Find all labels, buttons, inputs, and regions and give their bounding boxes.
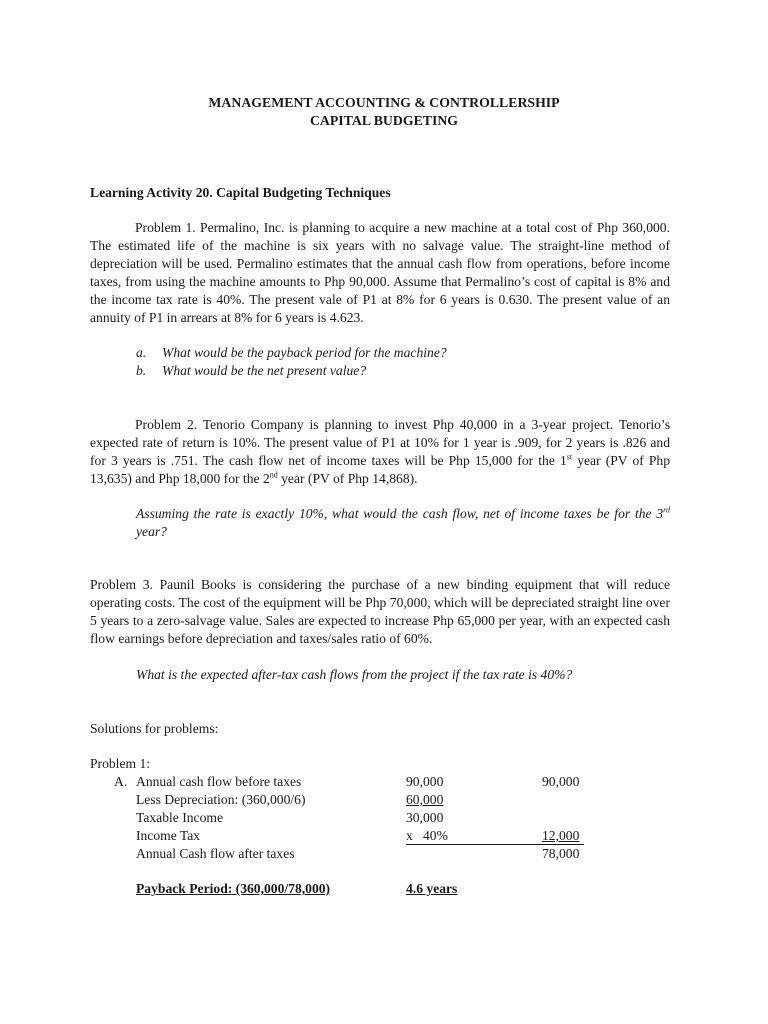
- solution-row-label: Less Depreciation: (360,000/6): [136, 792, 306, 807]
- problem-1-text: Problem 1. Permalino, Inc. is planning to acquire a new machine at a total cost of Php 360,000. The estimated life of the machine is six years with no salvage value. The straight-line method of depreciation will be used. Permalino estimates that the annual cash flow from operations, before income taxes, from using the machine amounts to Php 90,000. Assume that Permalino’s cost of capital is 8% and the income tax rate is 40%. The present vale of P1 at 8% for 6 years is 0.630. The present value of an annuity of P1 in arrears at 8% for 6 years is 4.623.: [90, 220, 670, 325]
- solution-row-col1: x 40%: [406, 827, 584, 845]
- solution-problem-label: Problem 1:: [90, 756, 151, 771]
- problem-1-question-a: a. What would be the payback period for the machine?: [136, 345, 447, 360]
- activity-title: Learning Activity 20. Capital Budgeting Techniques: [90, 185, 391, 200]
- course-title: MANAGEMENT ACCOUNTING & CONTROLLERSHIP: [208, 95, 560, 110]
- solution-section-label: A.: [114, 774, 128, 789]
- solution-row-col1: 60,000: [406, 792, 444, 807]
- payback-period-value: 4.6 years: [406, 881, 458, 896]
- topic-title: CAPITAL BUDGETING: [309, 113, 459, 128]
- problem-1-question-b: b. What would be the net present value?: [136, 363, 367, 378]
- solution-row-col1: 30,000: [406, 810, 444, 825]
- solution-row-label: Annual cash flow before taxes: [136, 774, 302, 789]
- problem-2-paragraph: Problem 2. Tenorio Company is planning to invest Php 40,000 in a 3-year project. Tenorio’s expected rate of return is 10%. The present value of P1 at 10% for 1 year is .909, for 2 years is .826 and for 3 years is .751. The cash flow net of income taxes will be Php 15,000 for the 1st year (PV of Php 13,635) and Php 18,000 for the 2nd year (PV of Php 14,868).: [90, 417, 671, 486]
- solution-row-col1: 90,000: [406, 774, 444, 789]
- solution-row-col2: 78,000: [542, 846, 580, 861]
- solution-row-label: Taxable Income: [136, 810, 223, 825]
- solution-row-col2: 12,000: [542, 828, 580, 843]
- problem-1-paragraph: [90, 219, 670, 327]
- problem-3-question: What is the expected after-tax cash flows from the project if the tax rate is 40%?: [136, 667, 573, 682]
- solution-row-col2: 90,000: [542, 774, 580, 789]
- solution-row-label: Income Tax: [136, 828, 201, 843]
- solution-row-label: Annual Cash flow after taxes: [136, 846, 295, 861]
- solutions-heading: Solutions for problems:: [90, 721, 219, 736]
- payback-period-label: Payback Period: (360,000/78,000): [136, 881, 331, 896]
- problem-3-paragraph: Problem 3. Paunil Books is considering the purchase of a new binding equipment that will reduce operating costs. The cost of the equipment will be Php 70,000, which will be depreciated straight line over 5 years to a zero-salvage value. Sales are expected to increase Php 65,000 per year, with an expected cash flow earnings before depreciation and taxes/sales ratio of 60%.: [90, 577, 670, 646]
- problem-2-question: Assuming the rate is exactly 10%, what would the cash flow, net of income taxes be for the 3rd year?: [136, 505, 670, 539]
